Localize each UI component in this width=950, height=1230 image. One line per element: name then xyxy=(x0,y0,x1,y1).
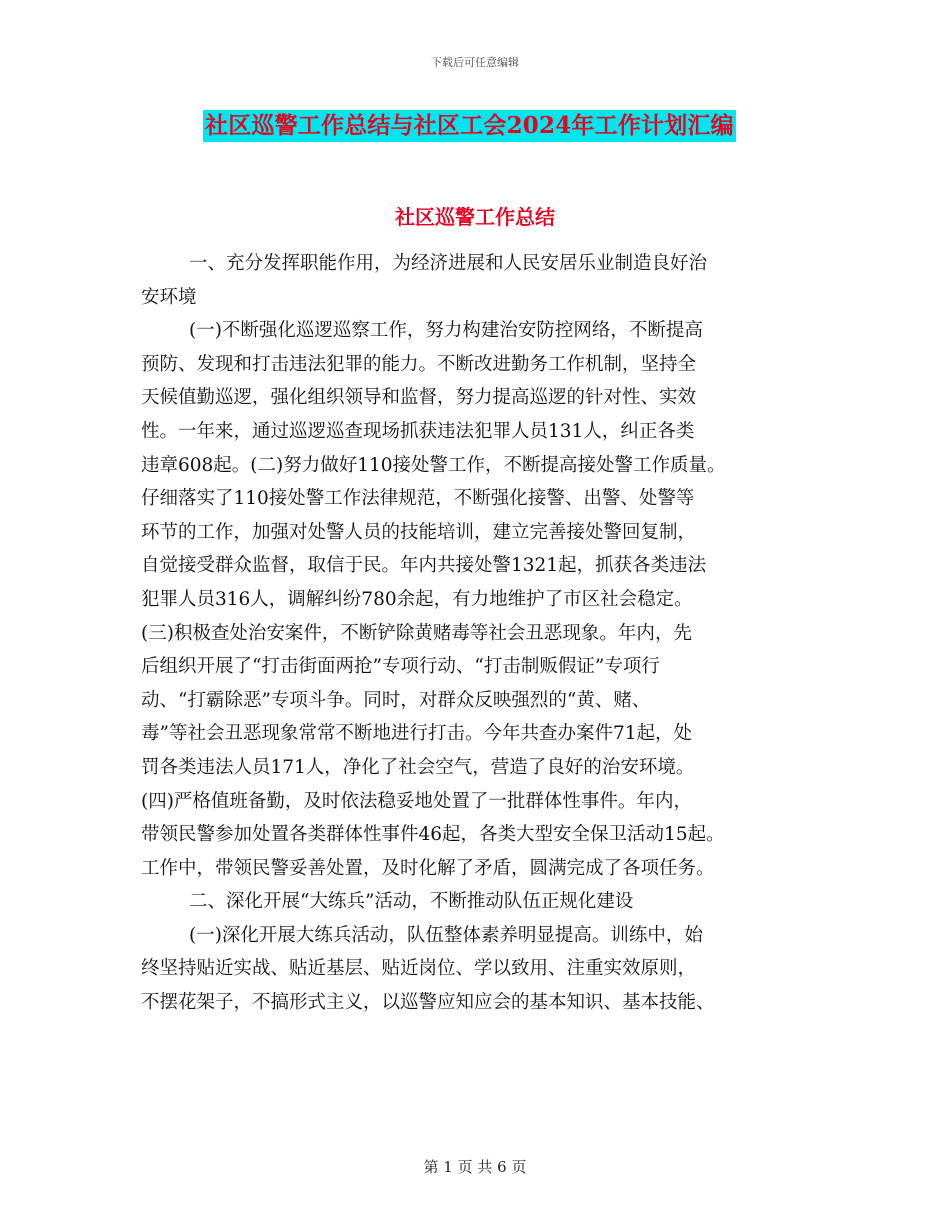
body-text xyxy=(141,247,831,1020)
text-line: 天候值勤巡逻，强化组织领导和监督，努力提高巡逻的针对性、实效 xyxy=(141,387,697,409)
text-line: 犯罪人员316人，调解纠纷780余起，有力地维护了市区社会稳定。 xyxy=(141,588,693,610)
text-line: 不摆花架子，不搞形式主义，以巡警应知应会的基本知识、基本技能、 xyxy=(141,992,715,1014)
text-line: 动、“打霸除恶”专项斗争。同时，对群众反映强烈的“黄、赌、 xyxy=(141,689,651,711)
text-line: 工作中，带领民警妥善处置，及时化解了矛盾，圆满完成了各项任务。 xyxy=(141,857,715,879)
text-line: 后组织开展了“打击街面两抢”专项行动、“打击制贩假证”专项行 xyxy=(141,656,660,678)
document-title: 社区巡警工作总结与社区工会2024年工作计划汇编 xyxy=(203,110,736,142)
text-line: (一)深化开展大练兵活动，队伍整体素养明显提高。训练中，始 xyxy=(189,924,703,946)
page-footer: 第 1 页 共 6 页 xyxy=(423,1158,527,1176)
document-title-block xyxy=(203,110,736,142)
text-line: 仔细落实了110接处警工作法律规范，不断强化接警、出警、处警等 xyxy=(141,488,695,510)
text-line: 安环境 xyxy=(141,286,197,308)
text-line: 罚各类违法人员171人，净化了社会空气，营造了良好的治安环境。 xyxy=(141,756,695,778)
header-note: 下载后可任意编辑 xyxy=(431,56,519,69)
text-line: 二、深化开展“大练兵”活动，不断推动队伍正规化建设 xyxy=(189,891,634,913)
text-line: 性。一年来，通过巡逻巡查现场抓获违法犯罪人员131人，纠正各类 xyxy=(141,420,695,442)
text-line: 毒”等社会丑恶现象常常不断地进行打击。今年共查办案件71起，处 xyxy=(141,723,693,745)
text-line: 带领民警参加处置各类群体性事件46起，各类大型安全保卫活动15起。 xyxy=(141,824,725,846)
text-line: 一、充分发挥职能作用，为经济进展和人民安居乐业制造良好治 xyxy=(189,253,708,274)
text-line: (三)积极查处治安案件，不断铲除黄赌毒等社会丑恶现象。年内，先 xyxy=(141,622,692,644)
text-line: 终坚持贴近实战、贴近基层、贴近岗位、学以致用、注重实效原则， xyxy=(141,958,697,980)
text-line: 预防、发现和打击违法犯罪的能力。不断改进勤务工作机制，坚持全 xyxy=(141,353,697,375)
text-line: 自觉接受群众监督，取信于民。年内共接处警1321起，抓获各类违法 xyxy=(141,555,707,577)
text-line: 违章608起。(二)努力做好110接处警工作，不断提高接处警工作质量。 xyxy=(141,454,726,476)
text-line: (四)严格值班备勤，及时依法稳妥地处置了一批群体性事件。年内， xyxy=(141,790,692,812)
section-title: 社区巡警工作总结 xyxy=(395,205,555,229)
text-line: 环节的工作，加强对处警人员的技能培训，建立完善接处警回复制， xyxy=(141,521,697,543)
text-line: (一)不断强化巡逻巡察工作，努力构建治安防控网络，不断提高 xyxy=(189,320,703,342)
